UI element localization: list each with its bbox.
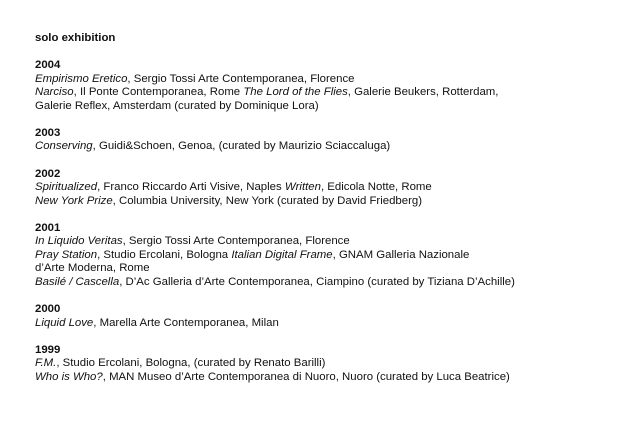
exhibition-entry — [35, 317, 625, 330]
year-heading: 2003 — [35, 127, 61, 140]
exhibition-details: , Galerie Beukers, Rotterdam, — [347, 86, 499, 99]
exhibition-details: , Studio Ercolani, Bologna — [97, 248, 232, 261]
exhibition-details: , Sergio Tossi Arte Contemporanea, Florence — [122, 235, 350, 248]
exhibition-details: , MAN Museo d’Arte Contemporanea di Nuoro, Nuoro (curated by Luca Beatrice) — [102, 370, 510, 383]
exhibition-entry — [35, 262, 625, 275]
exhibition-title: Narciso — [35, 86, 74, 99]
year-heading: 2001 — [35, 222, 61, 235]
exhibition-title: New York Prize — [35, 194, 113, 207]
exhibition-list — [35, 59, 625, 384]
exhibition-title: F.M. — [35, 357, 57, 370]
exhibition-title: Who is Who? — [35, 370, 103, 383]
year-heading: 2002 — [35, 167, 61, 180]
exhibition-entry — [35, 235, 625, 248]
exhibition-title: In Liquido Veritas — [35, 235, 123, 248]
exhibition-entry — [35, 73, 625, 86]
exhibition-entry — [35, 371, 625, 384]
exhibition-details: Galerie Reflex, Amsterdam (curated by Dominique Lora) — [35, 99, 319, 112]
exhibition-title: Spiritualized — [35, 181, 98, 194]
exhibition-title: Empirismo Eretico — [35, 72, 128, 85]
section-heading: solo exhibition — [35, 32, 116, 44]
exhibition-details: , Sergio Tossi Arte Contemporanea, Florence — [127, 72, 355, 85]
exhibition-entry — [35, 100, 625, 113]
exhibition-entry — [35, 86, 625, 99]
year-block-2001 — [35, 222, 625, 289]
exhibition-details: , D’Ac Galleria d’Arte Contemporanea, Ciampino (curated by Tiziana D’Achille) — [119, 275, 515, 288]
exhibition-entry — [35, 249, 625, 262]
exhibition-title: Conserving — [35, 140, 93, 153]
exhibition-details: , Marella Arte Contemporanea, Milan — [93, 316, 279, 329]
exhibition-entry — [35, 181, 625, 194]
year-block-2000 — [35, 303, 625, 330]
exhibition-details: , Columbia University, New York (curated by David Friedberg) — [112, 194, 423, 207]
exhibition-details: , Guidi&Schoen, Genoa, (curated by Maurizio Sciaccaluga) — [92, 140, 391, 153]
exhibition-entry — [35, 195, 625, 208]
exhibition-details: , GNAM Galleria Nazionale — [332, 248, 470, 261]
exhibition-details: , Il Ponte Contemporanea, Rome — [73, 86, 244, 99]
year-heading: 2000 — [35, 303, 61, 316]
year-block-1999 — [35, 344, 625, 384]
exhibition-details: , Studio Ercolani, Bologna, (curated by Renato Barilli) — [56, 357, 326, 370]
year-block-2002 — [35, 168, 625, 208]
year-heading: 2004 — [35, 59, 61, 72]
exhibition-entry — [35, 140, 625, 153]
document-page — [35, 32, 625, 398]
exhibition-title: Pray Station — [35, 248, 98, 261]
exhibition-title: Italian Digital Frame — [231, 248, 333, 261]
exhibition-title: The Lord of the Flies — [243, 86, 348, 99]
exhibition-entry — [35, 357, 625, 370]
year-heading: 1999 — [35, 343, 61, 356]
exhibition-details: , Franco Riccardo Arti Visive, Naples — [97, 181, 285, 194]
exhibition-title: Written — [284, 181, 321, 194]
exhibition-title: Liquid Love — [35, 316, 94, 329]
exhibition-title: Basilé / Cascella — [35, 275, 120, 288]
year-block-2004 — [35, 59, 625, 113]
year-block-2003 — [35, 127, 625, 154]
exhibition-entry — [35, 276, 625, 289]
exhibition-details: , Edicola Notte, Rome — [320, 181, 432, 194]
exhibition-details: d’Arte Moderna, Rome — [35, 262, 150, 275]
